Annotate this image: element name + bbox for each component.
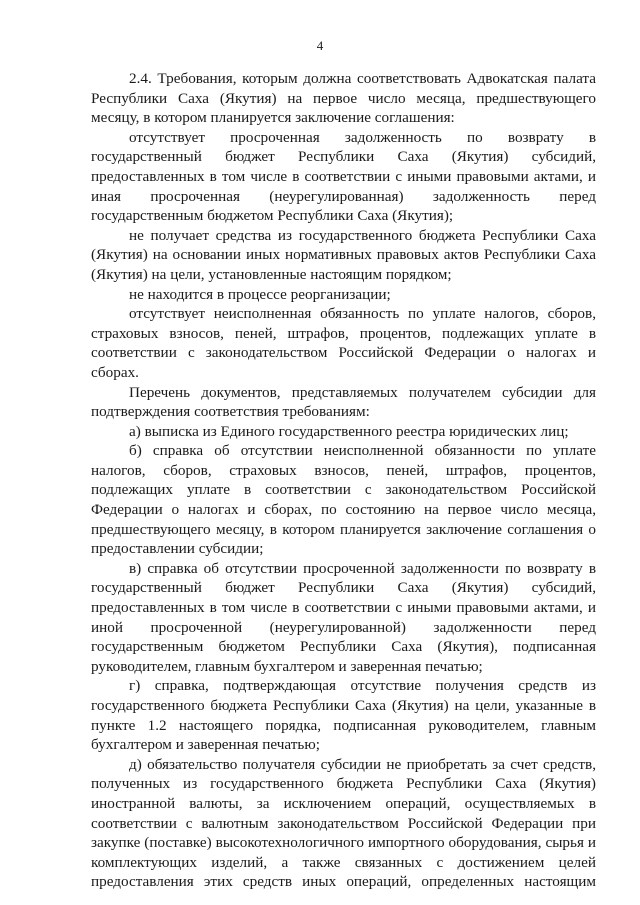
list-item-v: в) справка об отсутствии просроченной задолженности по возврату в государственный бюджет Республики Саха (Якутия) субсидий, предоставленных в том числе в соответствии с иными правовыми актами, и иной просроченной (неурегулированной) задолженности перед государственным бюджетом Республики Саха (Якутия), подписанная руководителем, главным бухгалтером и заверенная печатью; [91,559,596,675]
paragraph-no-other-funds: не получает средства из государственного бюджета Республики Саха (Якутия) на основании иных нормативных правовых актов Республики Саха (Якутия) на цели, установленные настоящим порядком; [91,226,596,283]
paragraph-not-reorganizing: не находится в процессе реорганизации; [129,285,391,303]
paragraph-documents-list-intro: Перечень документов, представляемых получателем субсидии для подтверждения соответствия требованиям: [91,383,596,421]
list-item-b: б) справка об отсутствии неисполненной обязанности по уплате налогов, сборов, страховых взносов, пеней, штрафов, процентов, подлежащих уплате в соответствии с законодательством Российской Федерации о налогах и сборах, по состоянию на первое число месяца, предшествующего месяцу, в котором планируется заключение соглашения о предоставлении субсидии; [91,442,596,558]
list-item-d: д) обязательство получателя субсидии не приобретать за счет средств, полученных из государственного бюджета Республики Саха (Якутия) иностранной валюты, за исключением операций, осуществляемых в соответствии с валютным законодательством Российской Федерации при закупке (поставке) высокотехнологичного импортного оборудования, сырья и комплектующих изделий, а также связанных с достижением целей предоставления этих средств иных операций, определенных настоящим [91,755,596,891]
paragraph-requirements-intro: 2.4. Требования, которым должна соответствовать Адвокатская палата Республики Саха (Якутия) на первое число месяца, предшествующего месяцу, в котором планируется заключение соглашения: [91,70,596,127]
page-number: 4 [316,38,324,53]
paragraph-no-tax-obligation: отсутствует неисполненная обязанность по уплате налогов, сборов, страховых взносов, пеней, штрафов, процентов, подлежащих уплате в соответствии с законодательством Российской Федерации о налогах и сборах. [91,305,596,381]
document-body [91,69,596,892]
paragraph-no-overdue-debt: отсутствует просроченная задолженность по возврату в государственный бюджет Республики Саха (Якутия) субсидий, предоставленных в том числе в соответствии с иными правовыми актами, и иная просроченная (неурегулированная) задолженность перед государственным бюджетом Республики Саха (Якутия); [91,128,596,225]
list-item-g: г) справка, подтверждающая отсутствие получения средств из государственного бюджета Республики Саха (Якутия) на цели, указанные в пункте 1.2 настоящего порядка, подписанная руководителем, главным бухгалтером и заверенная печатью; [91,677,596,754]
list-item-a: а) выписка из Единого государственного реестра юридических лиц; [129,422,569,440]
